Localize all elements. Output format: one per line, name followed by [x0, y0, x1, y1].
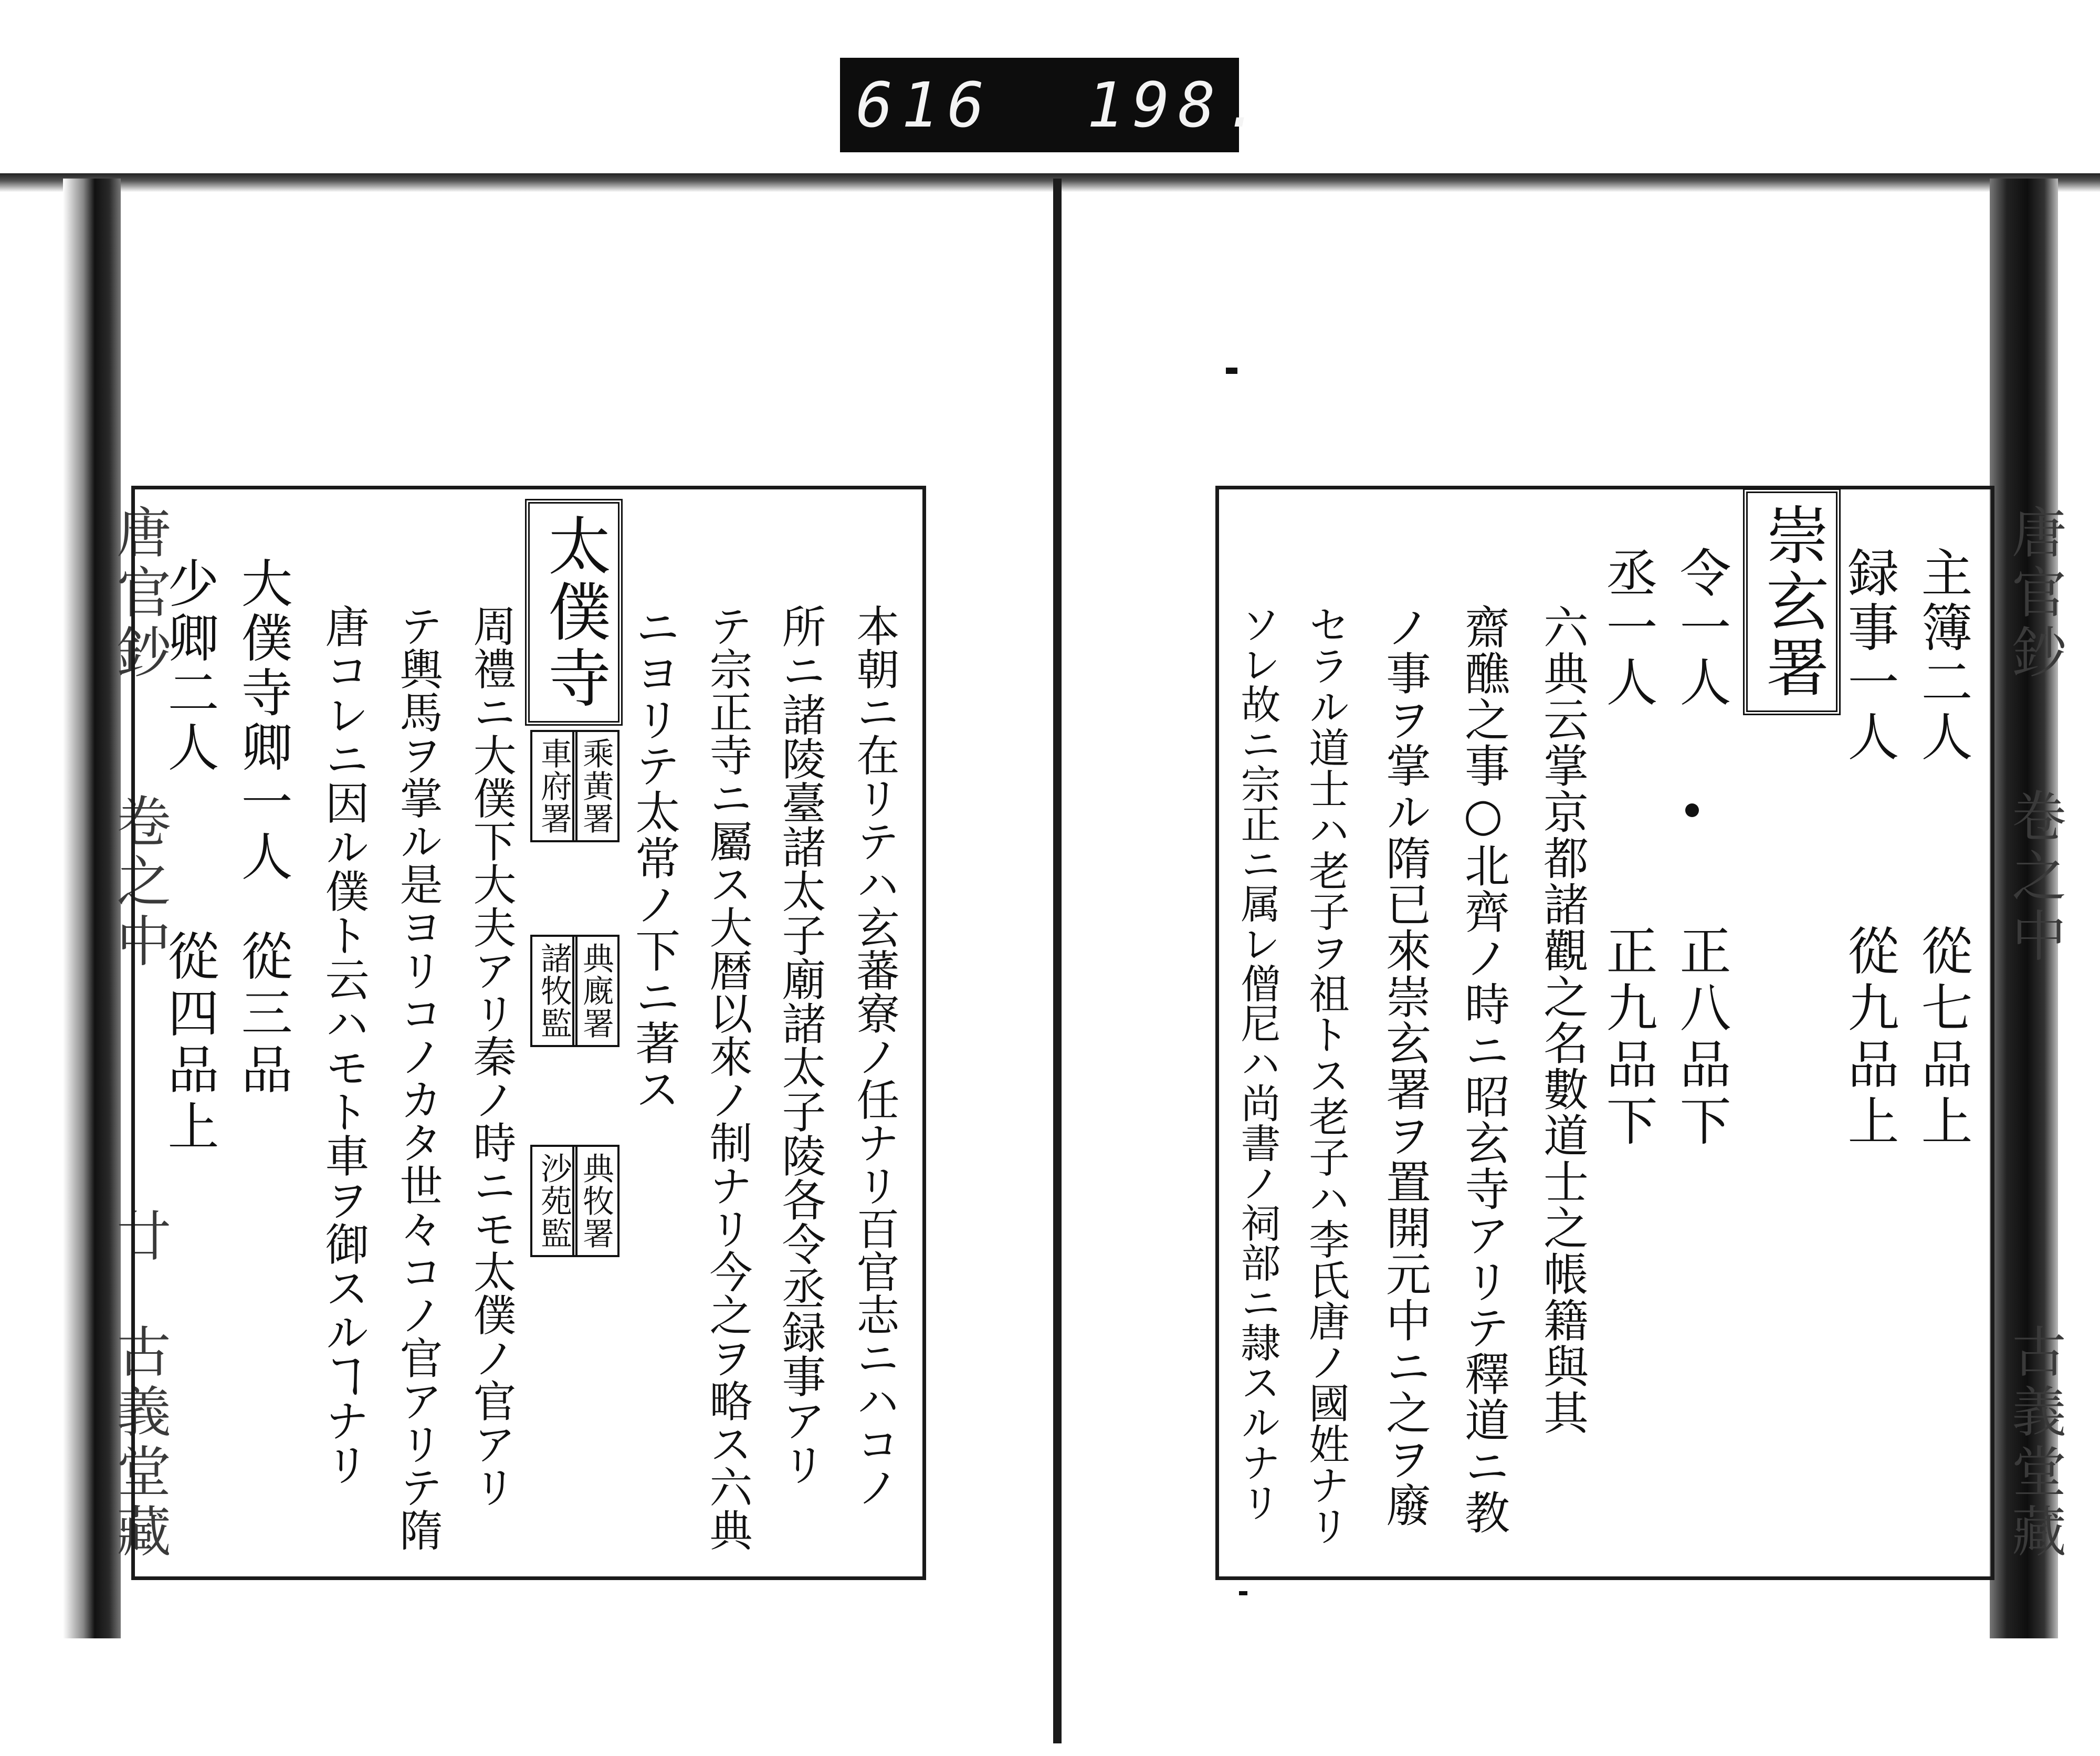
right-official-rank: 從七品上	[1913, 924, 1972, 1151]
scan-speck	[1239, 1591, 1247, 1595]
right-official-line: 主簿二人	[1913, 546, 1972, 765]
left-margin-book-title: 唐官鈔	[107, 504, 171, 684]
left-official-rank: 從四品上	[159, 929, 219, 1156]
film-number-label	[840, 58, 1270, 152]
scan-speck	[1226, 368, 1237, 374]
sub-office-box: 車府署	[530, 730, 578, 842]
right-official-line: 録事一人	[1839, 546, 1899, 765]
right-official-line: 丞一人	[1598, 546, 1657, 710]
right-official-rank: 正九品下	[1598, 924, 1657, 1151]
right-commentary-line: ソレ故ニ宗正ニ属レ僧尼ハ尚書ノ祠部ニ隷スルナリ	[1234, 604, 1281, 1522]
left-margin-volume: 卷之中	[107, 793, 171, 973]
left-commentary-line: テ輿馬ヲ掌ル是ヨリコノカタ世々コノ官アリテ隋	[393, 604, 443, 1551]
right-official-line: 令一人	[1671, 546, 1731, 710]
left-official-rank: 從三品	[233, 929, 292, 1100]
right-official-rank: 從九品上	[1839, 924, 1899, 1151]
left-official-line: 少卿二人	[159, 557, 219, 775]
sub-office-box: 諸牧監	[530, 935, 578, 1047]
left-commentary-line: 所ニ諸陵臺諸太子廟諸太子陵各令丞録事アリ	[775, 604, 826, 1486]
right-commentary-line: ノ事ヲ掌ル隋已來崇玄署ヲ置開元中ニ之ヲ廢	[1378, 604, 1431, 1528]
right-commentary-line: 齋醮之事○北齊ノ時ニ昭玄寺アリテ釋道ニ教	[1457, 604, 1509, 1535]
sub-office-box: 典牧署	[572, 1145, 620, 1257]
sub-office-box: 沙苑監	[530, 1145, 578, 1257]
left-commentary-line: 本朝ニ在リテハ玄蕃寮ノ任ナリ百官志ニハコノ	[849, 604, 899, 1508]
left-margin-page-number: 廿	[107, 1208, 171, 1268]
right-margin-book-title: 唐官鈔	[2002, 504, 2066, 684]
section-title-box: 太僕寺	[525, 499, 623, 726]
reel-number: 616	[856, 69, 993, 141]
sub-office-box: 典廐署	[572, 935, 620, 1047]
left-margin-collection: 古義堂藏	[107, 1323, 171, 1563]
right-margin-collection: 古義堂藏	[2002, 1323, 2066, 1563]
book-spine-gutter	[1053, 179, 1062, 1743]
left-official-line: 大僕寺卿一人	[233, 557, 292, 884]
section-title-box: 崇玄署	[1743, 488, 1841, 715]
right-official-rank: 正八品下	[1671, 924, 1731, 1151]
frame-number: 198.	[1087, 69, 1270, 141]
ink-dot	[1685, 803, 1699, 817]
right-margin-volume: 卷之中	[2002, 788, 2066, 967]
left-commentary-line: テ宗正寺ニ屬ス大暦以來ノ制ナリ今之ヲ略ス六典	[702, 604, 752, 1551]
right-commentary-line: セラル道士ハ老子ヲ祖トス老子ハ李氏唐ノ國姓ナリ	[1302, 604, 1349, 1546]
left-commentary-line: 唐コレニ因ル僕ト云ハモト車ヲ御スルヿナリ	[318, 604, 370, 1486]
left-commentary-line: 周禮ニ大僕下大夫アリ秦ノ時ニモ太僕ノ官アリ	[466, 604, 516, 1508]
book-top-edge	[0, 173, 2100, 192]
sub-office-box: 乘黄署	[572, 730, 620, 842]
right-commentary-line: 六典云掌京都諸觀之名數道士之帳籍與其	[1536, 604, 1588, 1436]
left-commentary-line: ニヨリテ太常ノ下ニ著ス	[627, 604, 680, 1112]
